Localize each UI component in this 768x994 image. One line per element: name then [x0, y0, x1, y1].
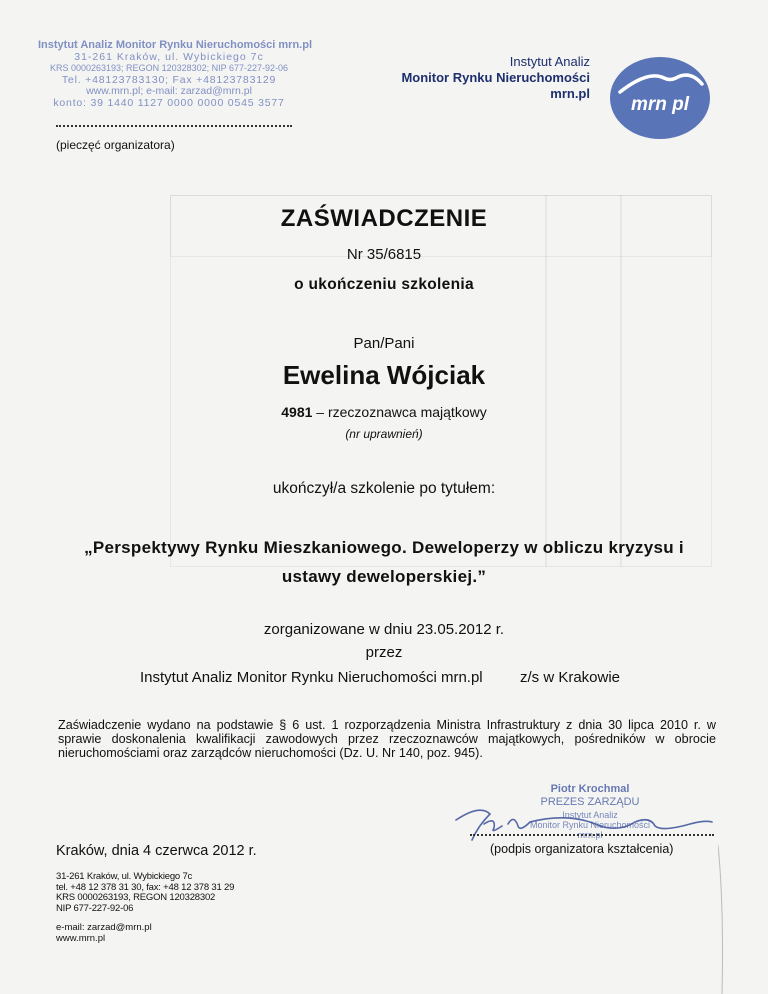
- organized-date: zorganizowane w dniu 23.05.2012 r.: [263, 621, 505, 638]
- web-line: www.mrn.pl: [56, 932, 106, 944]
- training-title-line-2: ustawy deweloperskiej.”: [281, 567, 487, 586]
- permit-caption: (nr uprawnień): [345, 427, 423, 441]
- legal-basis: Zaświadczenie wydano na podstawie § 6 ust. 1 rozporządzenia Ministra Infrastruktury z dnia 30 lipca 2010 r. w sprawie doskonalenia kwalifikacji zawodowych przez rzeczoznawców majątkowych, pośredników w obrocie nieruchomościami oraz zarządców nieruchomości (Dz. U. Nr 140, poz. 945).: [58, 718, 716, 760]
- organizer-stamp: [38, 39, 313, 109]
- institute-line-1: Instytut Analiz: [509, 54, 590, 69]
- mrn-logo: [608, 52, 713, 141]
- training-title-line-1: „Perspektywy Rynku Mieszkaniowego. Deweloperzy w obliczu kryzysu i: [84, 538, 684, 557]
- salutation: Pan/Pani: [353, 335, 415, 352]
- stamp-caption: (pieczęć organizatora): [56, 138, 175, 152]
- page-edge-curl: [718, 845, 768, 994]
- recipient-name: Ewelina Wójciak: [282, 360, 486, 390]
- certificate-title: ZAŚWIADCZENIE: [280, 205, 488, 232]
- stamp-line: konto: 39 1440 1127 0000 0000 0545 3577: [53, 96, 285, 109]
- permit-role: – rzeczoznawca majątkowy: [312, 404, 487, 420]
- signature-caption: (podpis organizatora kształcenia): [490, 842, 674, 856]
- by-text: przez: [365, 644, 403, 661]
- institute-line-3: mrn.pl: [550, 86, 590, 101]
- signature-dotted-line: [470, 834, 714, 836]
- certificate-subtitle: o ukończeniu szkolenia: [294, 276, 474, 293]
- signature-stamp-line-2: Monitor Rynku Nieruchomości mrn.pl: [529, 820, 651, 840]
- stamp-line: 31-261 Kraków, ul. Wybickiego 7c: [74, 50, 264, 63]
- stamp-line: KRS 0000263193; REGON 120328302; NIP 677-227-92-06: [50, 63, 288, 73]
- stamp-line: Instytut Analiz Monitor Rynku Nieruchomości mrn.pl: [38, 39, 313, 51]
- signatory-position: PREZES ZARZĄDU: [540, 796, 640, 808]
- permit-line: [0, 404, 768, 420]
- stamp-line: Tel. +48123783130; Fax +48123783129: [61, 73, 277, 86]
- email-line: e-mail: zarzad@mrn.pl: [56, 922, 152, 933]
- institute-header: [401, 54, 590, 102]
- address-line: 31-261 Kraków, ul. Wybickiego 7c: [56, 871, 193, 882]
- certificate-number: Nr 35/6815: [346, 246, 422, 263]
- completed-text: ukończył/a szkolenie po tytułem:: [272, 480, 496, 497]
- organizer-seat: z/s w Krakowie: [520, 669, 621, 686]
- logo-text: mrn pl: [630, 94, 690, 115]
- organizer-name: Instytut Analiz Monitor Rynku Nieruchomości mrn.pl: [140, 669, 483, 686]
- signatory-name: Piotr Krochmal: [550, 783, 630, 795]
- footer-contact: [56, 923, 152, 944]
- phone-line: tel. +48 12 378 31 30, fax: +48 12 378 31 29: [56, 881, 235, 893]
- nip-line: NIP 677-227-92-06: [56, 902, 134, 914]
- page-edge-line: [718, 845, 723, 994]
- handwritten-signature: [450, 800, 720, 845]
- stamp-line: www.mrn.pl; e-mail: zarzad@mrn.pl: [86, 85, 252, 97]
- krs-line: KRS 0000263193, REGON 120328302: [56, 892, 216, 903]
- permit-number: 4981: [281, 404, 313, 420]
- place-and-date: Kraków, dnia 4 czerwca 2012 r.: [56, 843, 257, 859]
- footer-address: [56, 872, 234, 914]
- signature-stamp-line-1: Instytut Analiz: [562, 810, 618, 820]
- stamp-dotted-line: [56, 125, 292, 127]
- institute-line-2: Monitor Rynku Nieruchomości: [401, 70, 590, 85]
